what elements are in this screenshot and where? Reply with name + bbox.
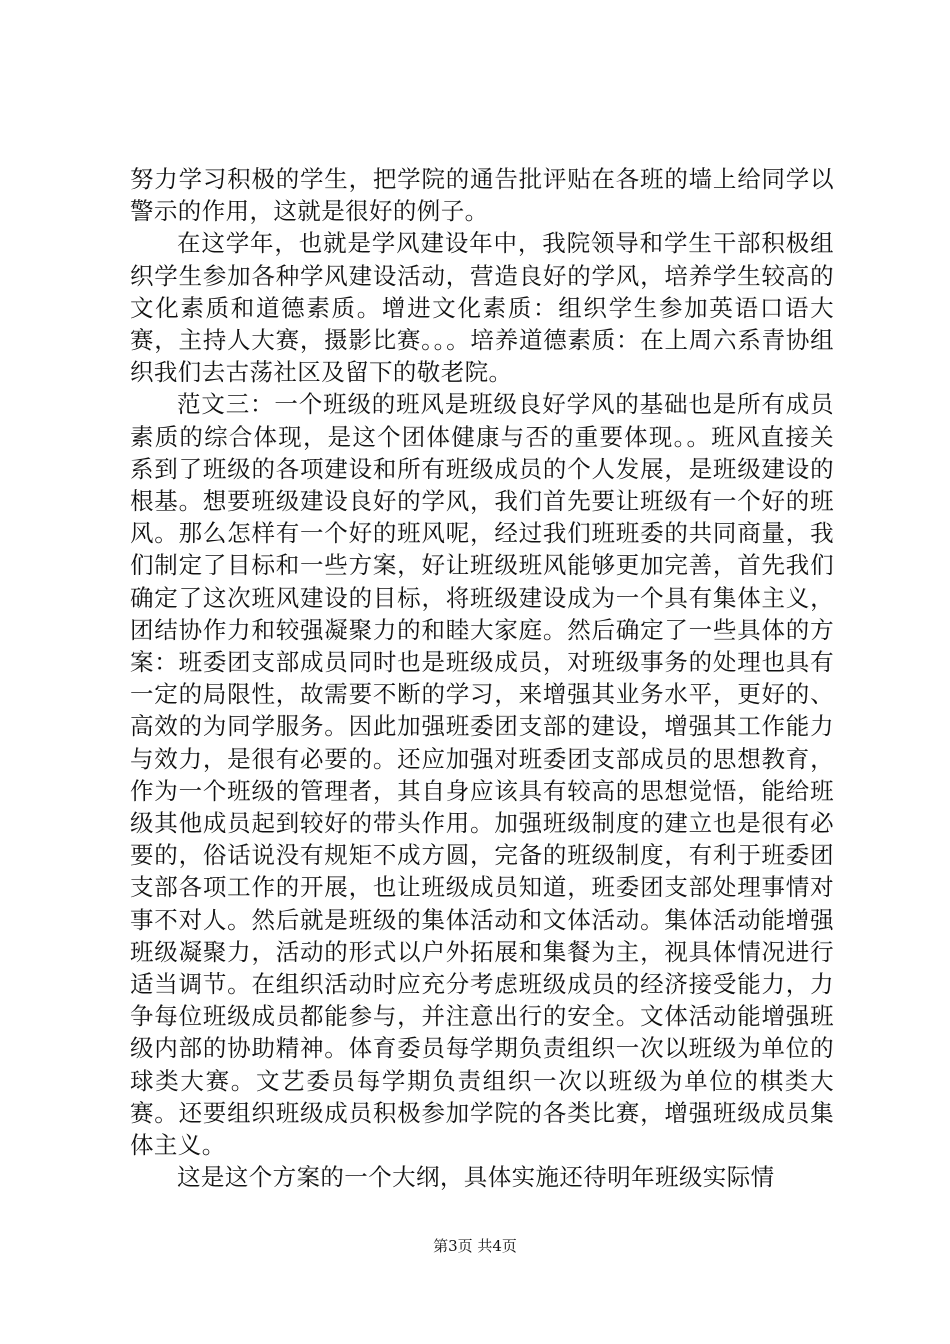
page-number-footer: 第3页 共4页 <box>433 1237 517 1255</box>
paragraph-2: 在这学年，也就是学风建设年中，我院领导和学生干部积极组织学生参加各种学风建设活动，营造良好的学风，培养学生较高的文化素质和道德素质。增进文化素质：组织学生参加英语口语大赛，主持人大赛，摄影比赛。。。培养道德素质：在上周六系青协组织我们去古荡社区及留下的敬老院。 <box>130 229 834 387</box>
document-body <box>130 163 834 1194</box>
paragraph-4: 这是这个方案的一个大纲，具体实施还待明年班级实际情 <box>177 1163 775 1192</box>
paragraph-1: 努力学习积极的学生，把学院的通告批评贴在各班的墙上给同学以警示的作用，这就是很好的例子。 <box>130 165 834 226</box>
paragraph-3: 范文三：一个班级的班风是班级良好学风的基础也是所有成员素质的综合体现，是这个团体健康与否的重要体现。。班风直接关系到了班级的各项建设和所有班级成员的个人发展，是班级建设的根基。想要班级建设良好的学风，我们首先要让班级有一个好的班风。那么怎样有一个好的班风呢，经过我们班班委的共同商量，我们制定了目标和一些方案，好让班级班风能够更加完善，首先我们确定了这次班风建设的目标，将班级建设成为一个具有集体主义，团结协作力和较强凝聚力的和睦大家庭。然后确定了一些具体的方案：班委团支部成员同时也是班级成员，对班级事务的处理也具有一定的局限性，故需要不断的学习，来增强其业务水平，更好的、高效的为同学服务。因此加强班委团支部的建设，增强其工作能力与效力，是很有必要的。还应加强对班委团支部成员的思想教育，作为一个班级的管理者，其自身应该具有较高的思想觉悟，能给班级其他成员起到较好的带头作用。加强班级制度的建立也是很有必要的，俗话说没有规矩不成方圆，完备的班级制度，有利于班委团支部各项工作的开展，也让班级成员知道，班委团支部处理事情对事不对人。然后就是班级的集体活动和文体活动。集体活动能增强班级凝聚力，活动的形式以户外拓展和集餐为主，视具体情况进行适当调节。在组织活动时应充分考虑班级成员的经济接受能力，力争每位班级成员都能参与，并注意出行的安全。文体活动能增强班级内部的协助精神。体育委员每学期负责组织一次以班级为单位的球类大赛。文艺委员每学期负责组织一次以班级为单位的棋类大赛。还要组织班级成员积极参加学院的各类比赛，增强班级成员集体主义。 <box>130 390 834 1160</box>
